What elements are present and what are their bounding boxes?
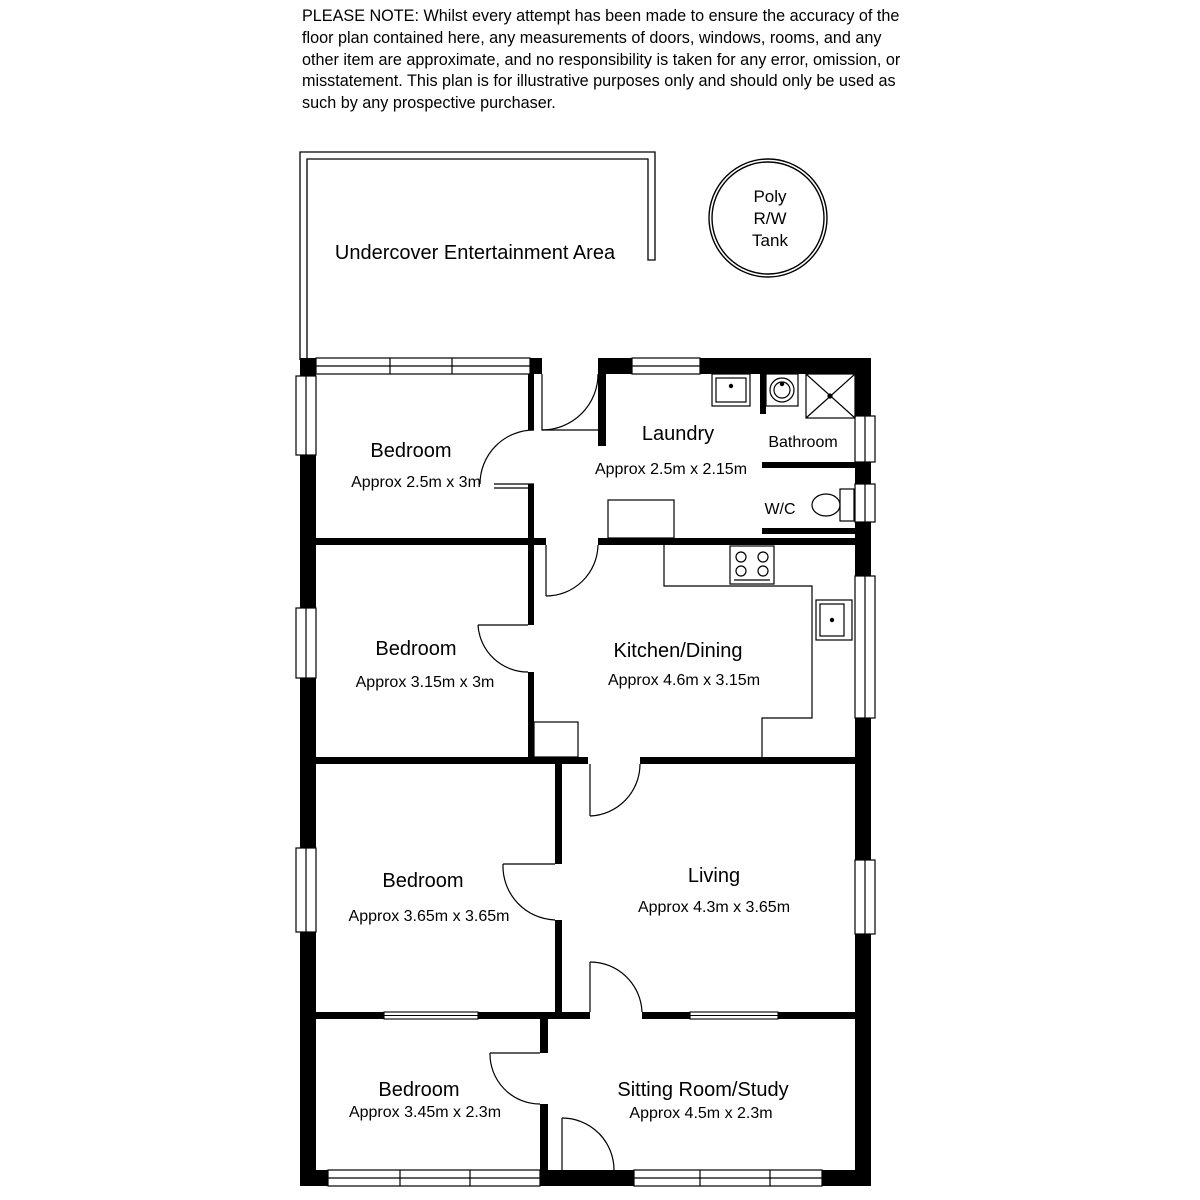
living-name: Living [687, 865, 741, 887]
tank-label-line3: Tank [752, 231, 788, 250]
disclaimer-note: PLEASE NOTE: Whilst every attempt has been made to ensure the accuracy of the floor plan contained here, any measurements of doors, windows, rooms, and any other item are approximate, and no responsibility is taken for any error, omission, or misstatement. This plan is for illustrative purposes only and should only be used as such by any prospective purchaser. [302, 7, 901, 113]
tank-label-line1: Poly [753, 187, 787, 206]
bedroom-1-dims: Approx 2.5m x 3m [351, 474, 481, 491]
bedroom-4-dims: Approx 3.45m x 2.3m [348, 1104, 502, 1121]
sink-icon [816, 600, 852, 640]
bedroom-3-dims: Approx 3.65m x 3.65m [348, 908, 510, 925]
internal-walls [316, 374, 855, 1170]
pantry-cupboard [534, 722, 578, 757]
entertainment-area-label: Undercover Entertainment Area [334, 242, 616, 264]
bedroom-4-name: Bedroom [378, 1079, 460, 1101]
sitting-room-dims: Approx 4.5m x 2.3m [629, 1105, 773, 1122]
bathroom-name: Bathroom [768, 434, 838, 451]
bedroom-2-dims: Approx 3.15m x 3m [355, 674, 495, 691]
bedroom-1-name: Bedroom [370, 440, 452, 462]
bedroom-2-name: Bedroom [375, 638, 457, 660]
sitting-room-name: Sitting Room/Study [617, 1079, 789, 1101]
kitchen-dims: Approx 4.6m x 3.15m [607, 672, 761, 689]
laundry-tub-icon [712, 374, 750, 406]
shower-icon [806, 374, 855, 418]
wc-name: W/C [764, 501, 796, 518]
toilet-icon [812, 489, 854, 521]
bedroom-3-name: Bedroom [382, 870, 464, 892]
laundry-bench [608, 500, 674, 538]
laundry-dims: Approx 2.5m x 2.15m [594, 461, 748, 478]
kitchen-name: Kitchen/Dining [613, 640, 743, 662]
tank-label-line2: R/W [753, 209, 787, 228]
basin-icon [766, 374, 798, 406]
living-dims: Approx 4.3m x 3.65m [637, 899, 791, 916]
laundry-name: Laundry [641, 423, 715, 445]
cooktop-icon [730, 546, 774, 584]
